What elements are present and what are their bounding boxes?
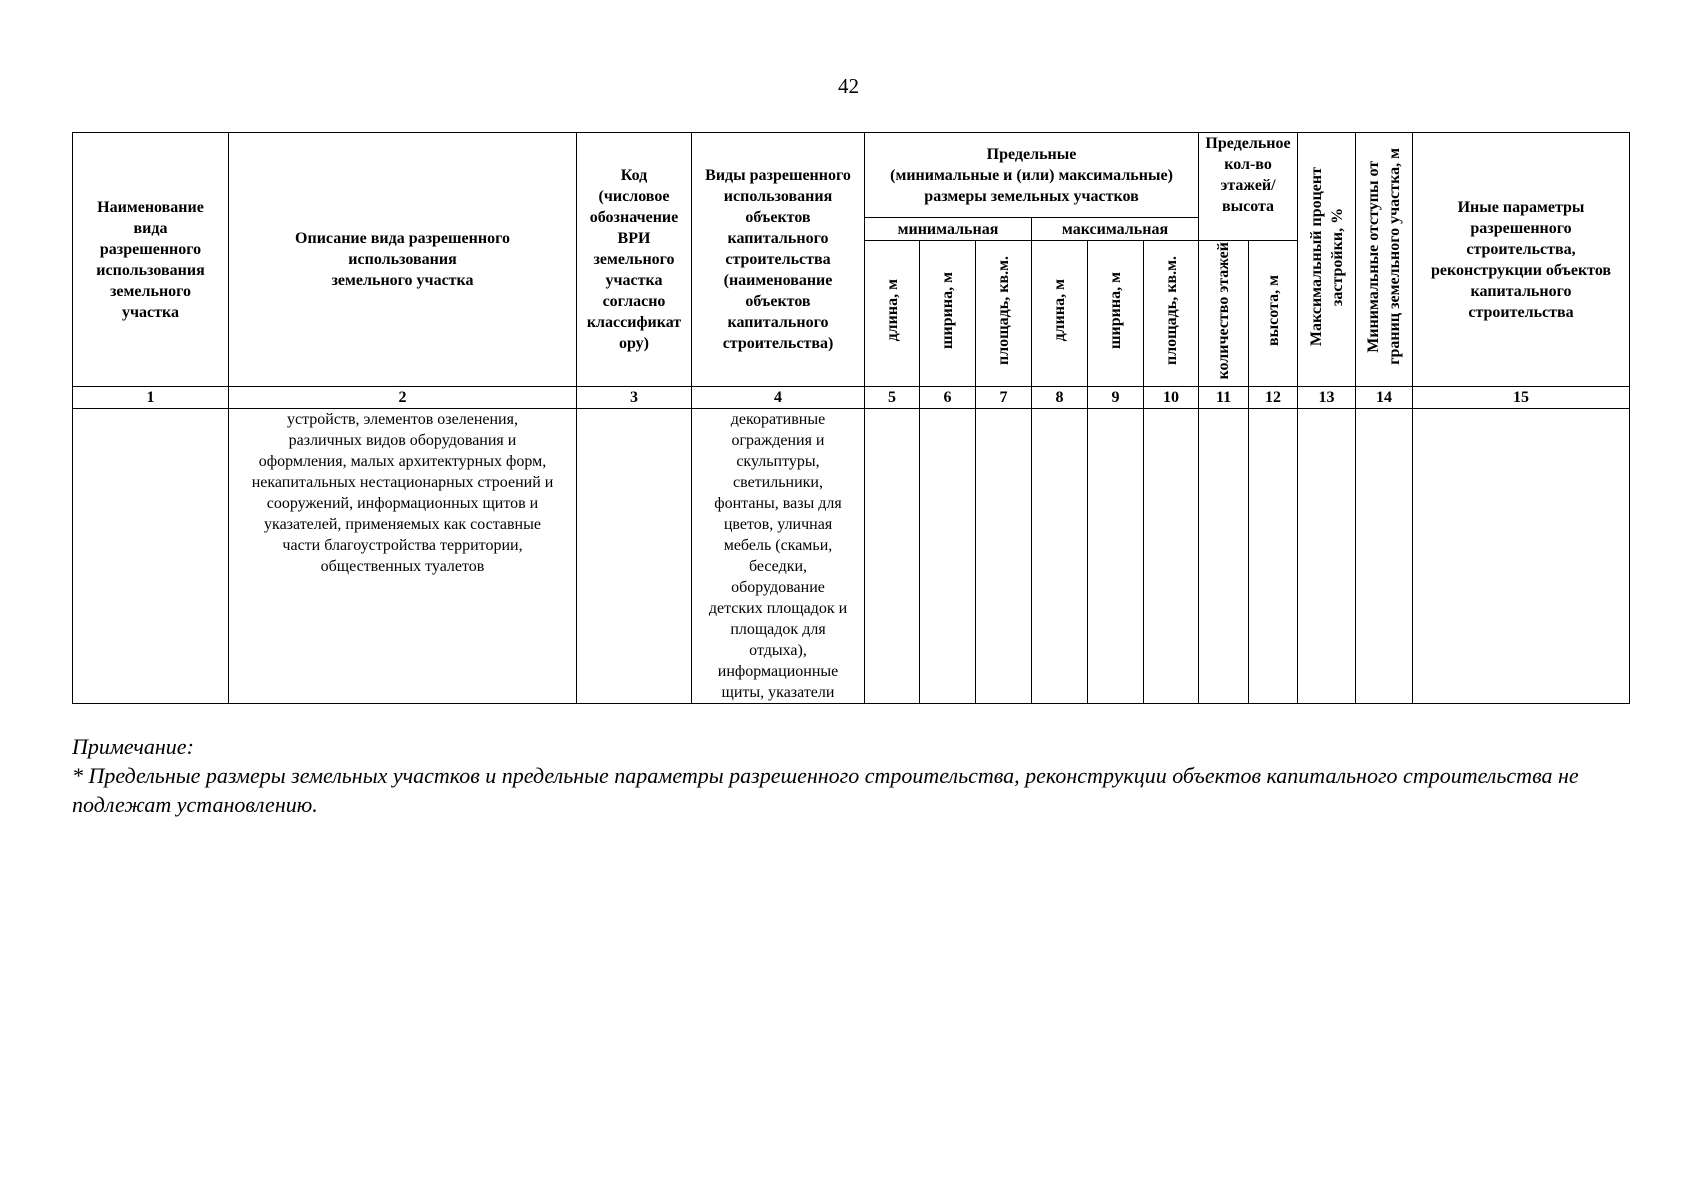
cell-col-1	[73, 409, 229, 704]
column-number: 10	[1144, 387, 1199, 409]
cell-col-3	[577, 409, 692, 704]
column-number: 9	[1088, 387, 1144, 409]
header-col-1: Наименование вида разрешенного использования земельного участка	[73, 133, 229, 387]
header-length-max: длина, м	[1032, 241, 1088, 387]
cell-empty	[865, 409, 920, 704]
column-number: 4	[692, 387, 865, 409]
column-number-row	[73, 387, 1630, 409]
header-min: минимальная	[865, 218, 1032, 241]
cell-col-2: устройств, элементов озеленения, различных видов оборудования и оформления, малых архитектурных форм, некапитальных нестационарных строений и сооружений, информационных щитов и указателей, применяемых как составные части благоустройства территории, общественных туалетов	[229, 409, 577, 704]
cell-empty	[1199, 409, 1249, 704]
cell-empty	[1249, 409, 1298, 704]
header-length-min: длина, м	[865, 241, 920, 387]
header-row-1	[73, 133, 1630, 218]
column-number: 14	[1356, 387, 1413, 409]
header-col-13: Максимальный процент застройки, %	[1298, 133, 1356, 387]
cell-empty	[1144, 409, 1199, 704]
header-area-min: площадь, кв.м.	[976, 241, 1032, 387]
header-group-sizes: Предельные (минимальные и (или) максимальные) размеры земельных участков	[865, 133, 1199, 218]
header-col-4: Виды разрешенного использования объектов капитального строительства (наименование объектов капитального строительства)	[692, 133, 865, 387]
header-col-3: Код (числовое обозначение ВРИ земельного участка согласно классификат ору)	[577, 133, 692, 387]
notes-title: Примечание:	[72, 734, 194, 759]
header-col-14: Минимальные отступы от границ земельного участка, м	[1356, 133, 1413, 387]
cell-empty	[1088, 409, 1144, 704]
header-area-max: площадь, кв.м.	[1144, 241, 1199, 387]
cell-empty	[1413, 409, 1630, 704]
column-number: 5	[865, 387, 920, 409]
header-max: максимальная	[1032, 218, 1199, 241]
header-col-2: Описание вида разрешенного использования земельного участка	[229, 133, 577, 387]
header-col-15: Иные параметры разрешенного строительства, реконструкции объектов капитального строительства	[1413, 133, 1630, 387]
column-number: 8	[1032, 387, 1088, 409]
cell-empty	[1032, 409, 1088, 704]
column-number: 2	[229, 387, 577, 409]
header-width-min: ширина, м	[920, 241, 976, 387]
column-number: 6	[920, 387, 976, 409]
cell-empty	[1298, 409, 1356, 704]
header-height: высота, м	[1249, 241, 1298, 387]
column-number: 12	[1249, 387, 1298, 409]
header-floors: количество этажей	[1199, 241, 1249, 387]
column-number: 7	[976, 387, 1032, 409]
notes-text: * Предельные размеры земельных участков и предельные параметры разрешенного строительства, реконструкции объектов капитального строительства не подлежат установлению.	[72, 763, 1579, 817]
column-number: 13	[1298, 387, 1356, 409]
land-use-table	[72, 132, 1630, 704]
cell-empty	[976, 409, 1032, 704]
notes	[72, 732, 1626, 819]
cell-empty	[1356, 409, 1413, 704]
column-number: 1	[73, 387, 229, 409]
page-number: 42	[838, 74, 859, 98]
column-number: 3	[577, 387, 692, 409]
cell-empty	[920, 409, 976, 704]
cell-col-4: декоративные ограждения и скульптуры, светильники, фонтаны, вазы для цветов, уличная мебель (скамьи, беседки, оборудование детских площадок и площадок для отдыха), информационные щиты, указатели	[692, 409, 865, 704]
header-width-max: ширина, м	[1088, 241, 1144, 387]
column-number: 11	[1199, 387, 1249, 409]
table-row	[73, 409, 1630, 704]
column-number: 15	[1413, 387, 1630, 409]
header-group-floors: Предельное кол-во этажей/ высота	[1199, 133, 1298, 241]
